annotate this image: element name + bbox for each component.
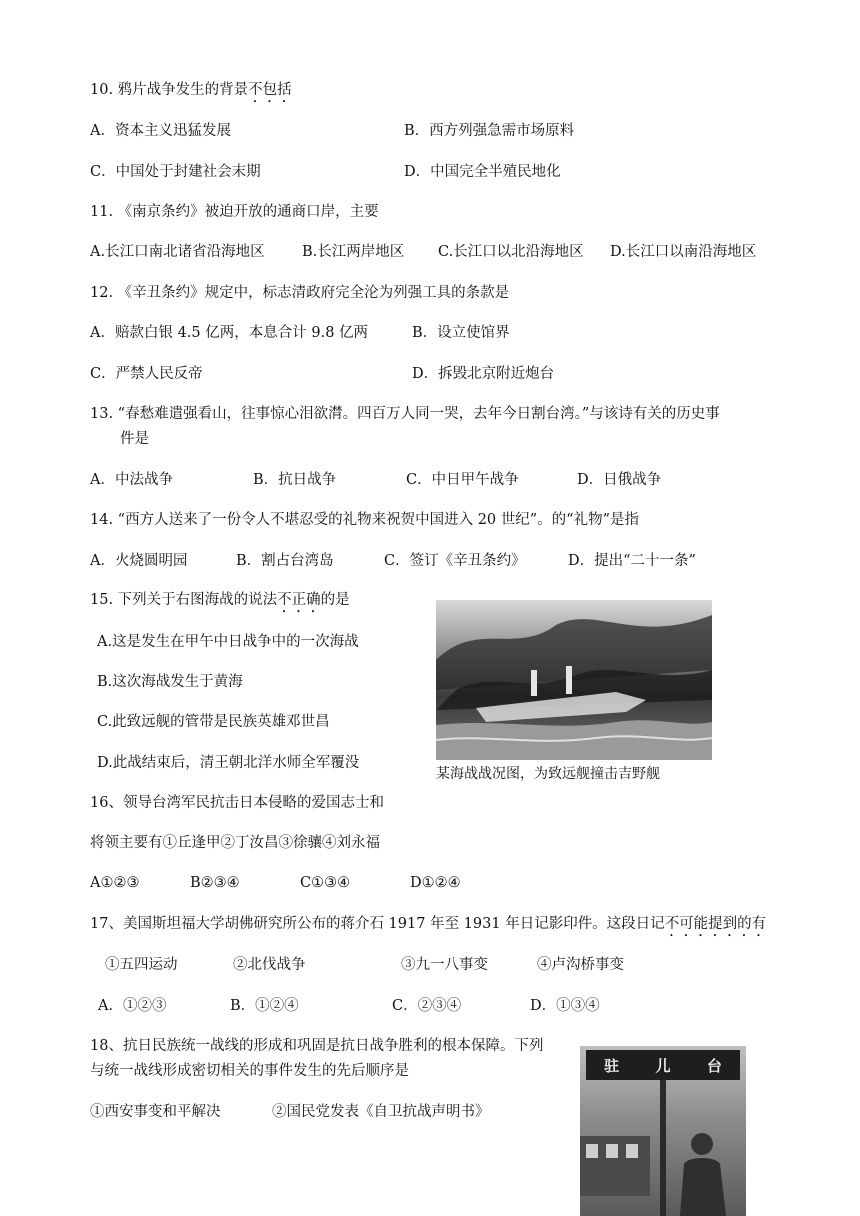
q10-stem	[90, 80, 292, 106]
q16-option-c: C①③④	[300, 875, 351, 891]
q17-item-4: ④卢沟桥事变	[537, 957, 624, 973]
sign-char-1: 驻	[604, 1056, 620, 1075]
photo-caption: 某海战战况图，为致远舰撞击吉野舰	[436, 766, 660, 782]
q13-stem-line2: 件是	[120, 431, 149, 447]
station-drawing	[580, 1046, 746, 1216]
q17-option-b: B．①②④	[230, 998, 299, 1014]
q15-stem	[90, 590, 350, 616]
q13-option-d: D．日俄战争	[577, 472, 662, 488]
q12-option-c: C．严禁人民反帝	[90, 366, 203, 382]
sign-char-2: 儿	[655, 1056, 671, 1075]
q15-option-d: D.此战结束后，清王朝北洋水师全军覆没	[97, 755, 360, 771]
soldier-station-photo	[580, 1046, 746, 1216]
q15-emphasis: 不正确	[277, 592, 321, 608]
q16-option-a: A①②③	[90, 875, 140, 891]
q17-option-d: D．①③④	[530, 998, 600, 1014]
q16-stem-line1: 16、领导台湾军民抗击日本侵略的爱国志士和	[90, 795, 384, 811]
q17-item-3: ③九一八事变	[401, 957, 488, 973]
q14-option-d: D．提出“二十一条”	[568, 553, 696, 569]
q10-emphasis: 不包括	[248, 82, 292, 98]
q10-option-c: C．中国处于封建社会末期	[90, 164, 261, 180]
q15-stem-tail: 的是	[320, 592, 350, 608]
q18-stem-line1: 18、抗日民族统一战线的形成和巩固是抗日战争胜利的根本保障。下列	[90, 1038, 544, 1054]
sign-char-3: 台	[706, 1056, 722, 1075]
q14-stem: 14. “西方人送来了一份令人不堪忍受的礼物来祝贺中国进入 20 世纪”。的“礼物”是指	[90, 512, 639, 528]
q11-option-a: A.长江口南北诸省沿海地区	[90, 244, 265, 260]
q10-stem-text: 10. 鸦片战争发生的背景	[90, 82, 249, 98]
q17-item-2: ②北伐战争	[233, 957, 306, 973]
q17-stem-text: 17、美国斯坦福大学胡佛研究所公布的蒋介石 1917 年至 1931 年日记影印件。这段日记	[90, 916, 665, 932]
q10-option-b: B．西方列强急需市场原料	[404, 123, 575, 139]
q12-stem: 12. 《辛丑条约》规定中，标志清政府完全沦为列强工具的条款是	[90, 285, 510, 301]
q18-item-1: ①西安事变和平解决	[90, 1104, 221, 1120]
q10-option-d: D．中国完全半殖民地化	[404, 164, 561, 180]
q14-option-c: C．签订《辛丑条约》	[384, 553, 526, 569]
naval-battle-drawing	[436, 600, 712, 760]
q13-option-c: C．中日甲午战争	[406, 472, 519, 488]
q12-option-d: D．拆毁北京附近炮台	[412, 366, 555, 382]
q12-option-b: B．设立使馆界	[412, 325, 510, 341]
q17-option-c: C．②③④	[392, 998, 462, 1014]
q14-option-b: B．割占台湾岛	[236, 553, 334, 569]
q17-item-1: ①五四运动	[105, 957, 178, 973]
q17-option-a: A．①②③	[98, 998, 167, 1014]
q18-item-2: ②国民党发表《自卫抗战声明书》	[272, 1104, 490, 1120]
q10-option-a: A．资本主义迅猛发展	[90, 123, 231, 139]
q13-stem-line1: 13. “春愁难遣强看山，往事惊心泪欲潸。四百万人同一哭，去年今日割台湾。”与该诗有关的历史事	[90, 406, 720, 422]
q11-stem: 11. 《南京条约》被迫开放的通商口岸，主要	[90, 204, 379, 220]
q17-emphasis: 不可能提到的有	[664, 916, 767, 932]
q15-option-b: B.这次海战发生于黄海	[97, 674, 243, 690]
q17-stem	[90, 914, 766, 940]
q15-option-a: A.这是发生在甲午中日战争中的一次海战	[97, 634, 359, 650]
q15-stem-text: 15. 下列关于右图海战的说法	[90, 592, 278, 608]
naval-battle-photo	[436, 600, 712, 760]
q15-option-c: C.此致远舰的管带是民族英雄邓世昌	[97, 714, 330, 730]
q13-option-a: A．中法战争	[90, 472, 173, 488]
q16-stem-line2: 将领主要有①丘逢甲②丁汝昌③徐骧④刘永福	[90, 835, 380, 851]
q14-option-a: A．火烧圆明园	[90, 553, 188, 569]
q12-option-a: A．赔款白银 4.5 亿两，本息合计 9.8 亿两	[90, 325, 369, 341]
q11-option-b: B.长江两岸地区	[302, 244, 405, 260]
q16-option-d: D①②④	[410, 875, 461, 891]
q16-option-b: B②③④	[190, 875, 240, 891]
q11-option-d: D.长江口以南沿海地区	[610, 244, 757, 260]
q13-option-b: B．抗日战争	[253, 472, 337, 488]
q11-option-c: C.长江口以北沿海地区	[438, 244, 584, 260]
q18-stem-line2: 与统一战线形成密切相关的事件发生的先后顺序是	[90, 1063, 409, 1079]
